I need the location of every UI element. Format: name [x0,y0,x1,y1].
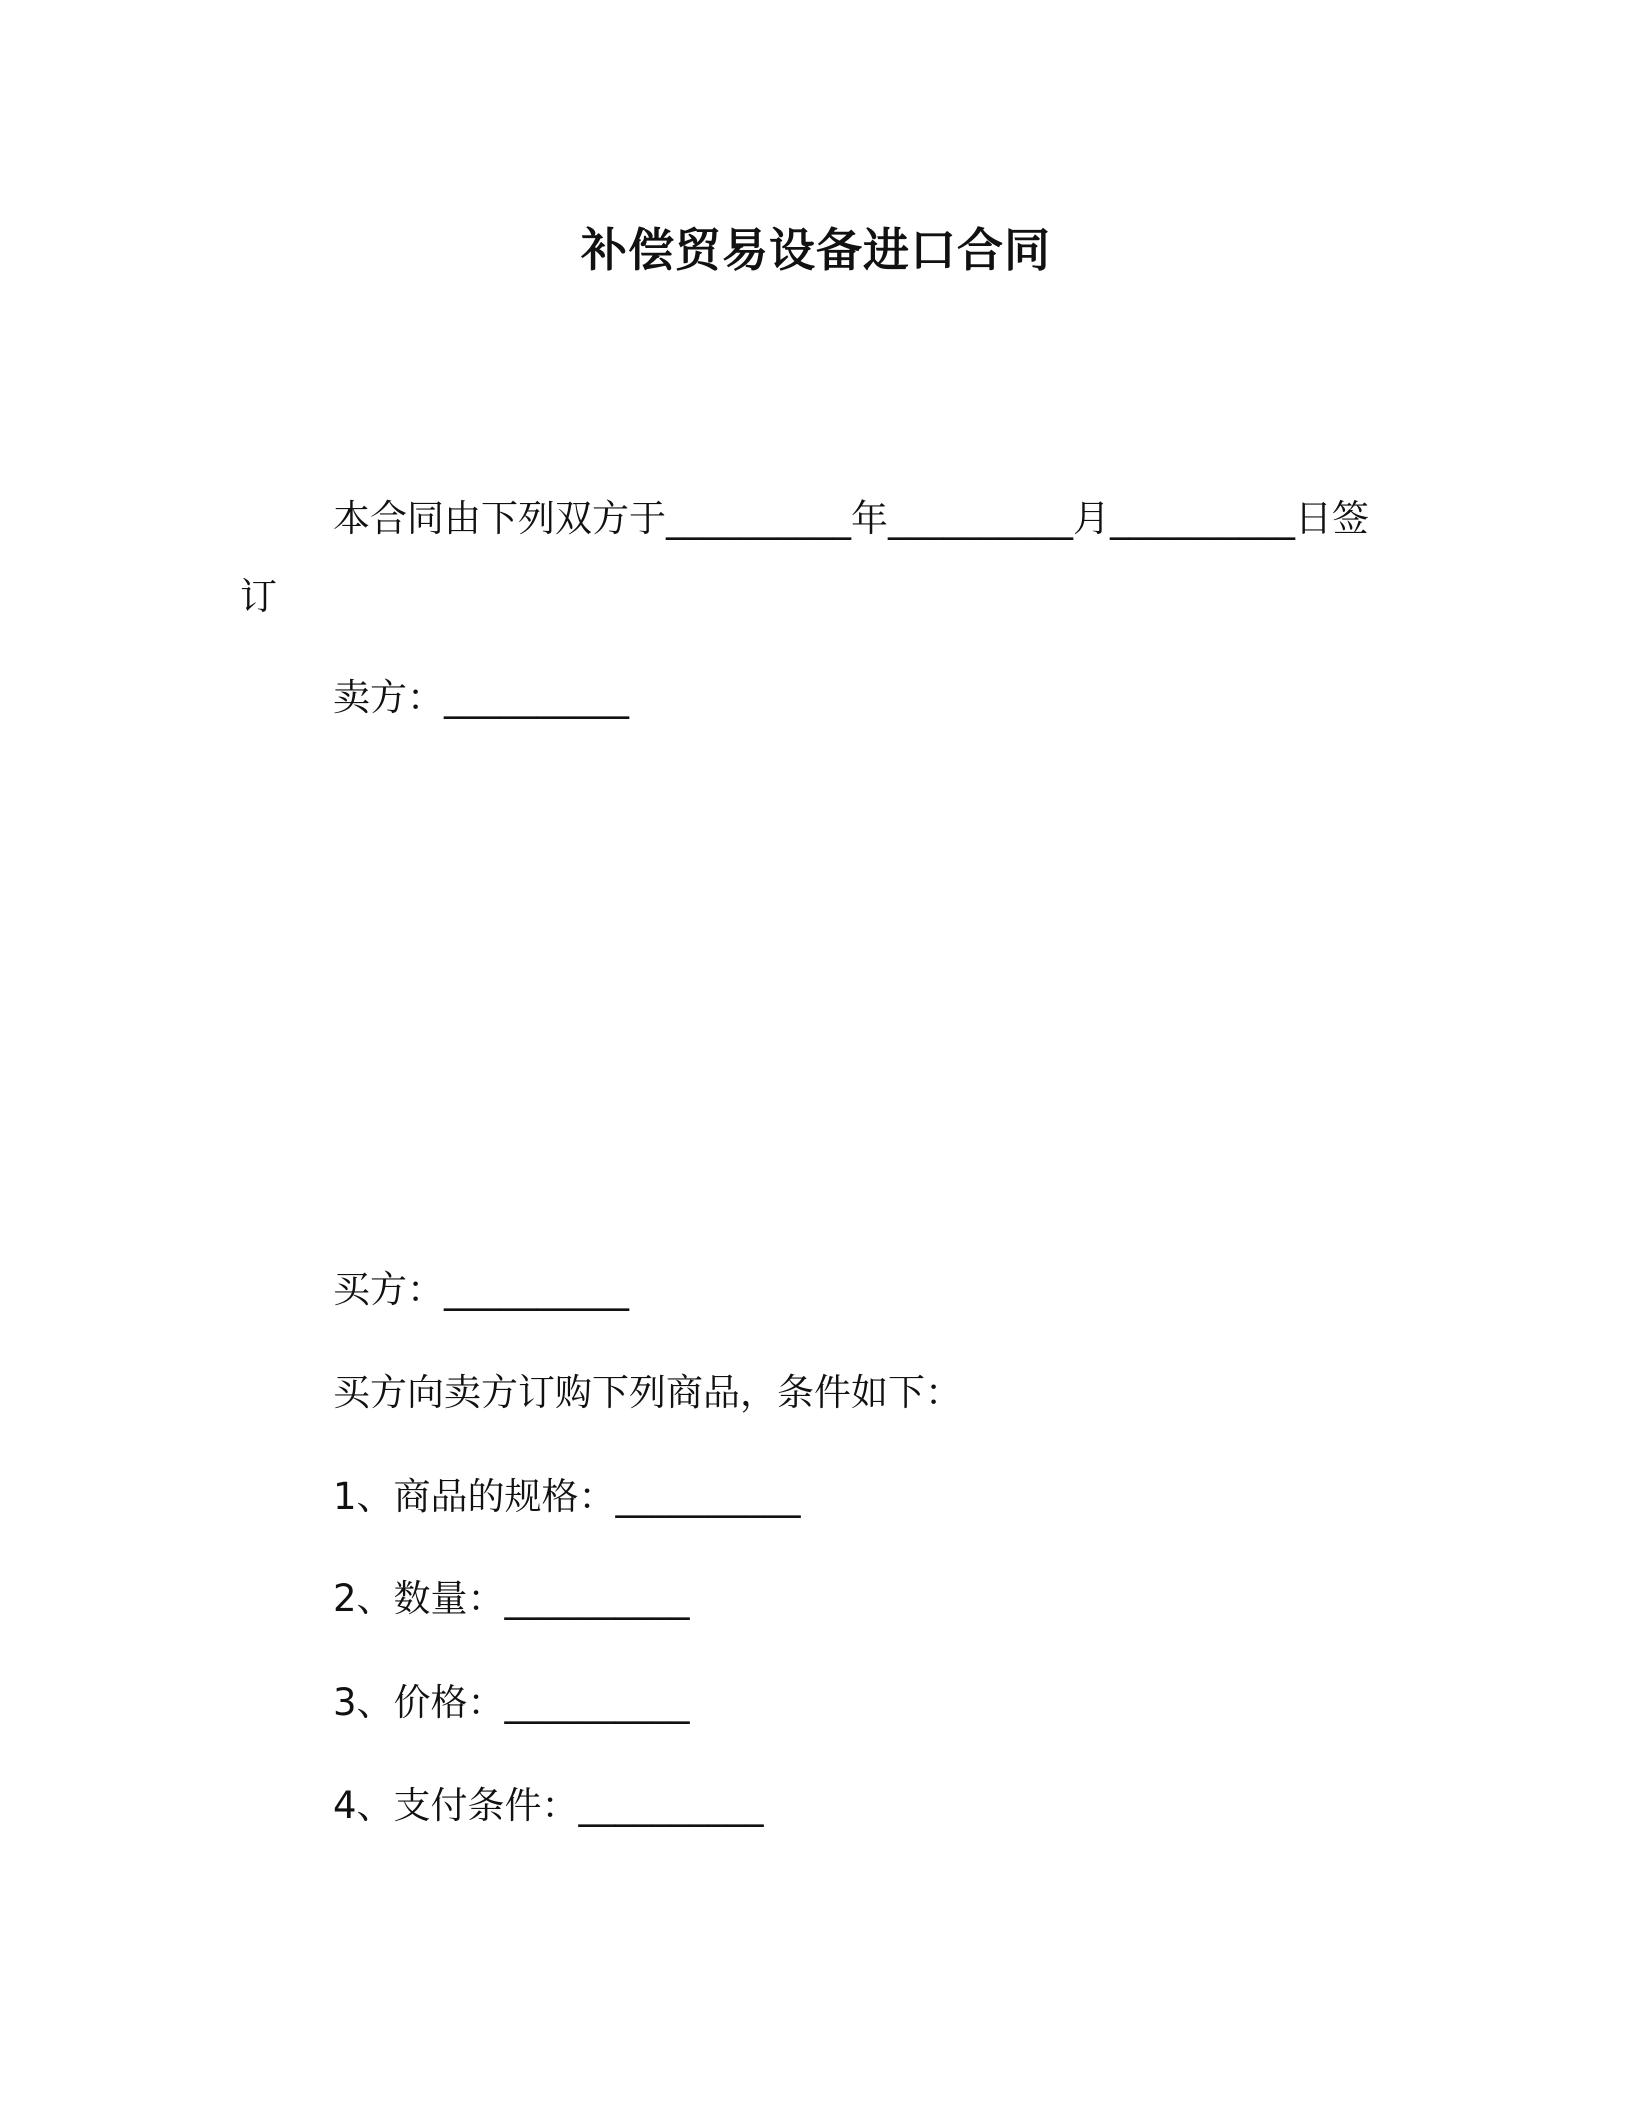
item-price: 3、价格：__________ [333,1681,690,1724]
intro-line-2: 订 [240,575,277,618]
buyer-field: 买方：__________ [333,1268,629,1311]
order-statement: 买方向卖方订购下列商品，条件如下： [333,1371,962,1414]
contract-title: 补偿贸易设备进口合同 [581,223,1051,277]
item-quantity: 2、数量：__________ [333,1577,690,1620]
intro-line-1: 本合同由下列双方于__________年__________月__________日签 [333,497,1369,540]
item-spec: 1、商品的规格：__________ [333,1475,801,1518]
item-payment: 4、支付条件：__________ [333,1784,764,1827]
seller-field: 卖方：__________ [333,676,629,719]
